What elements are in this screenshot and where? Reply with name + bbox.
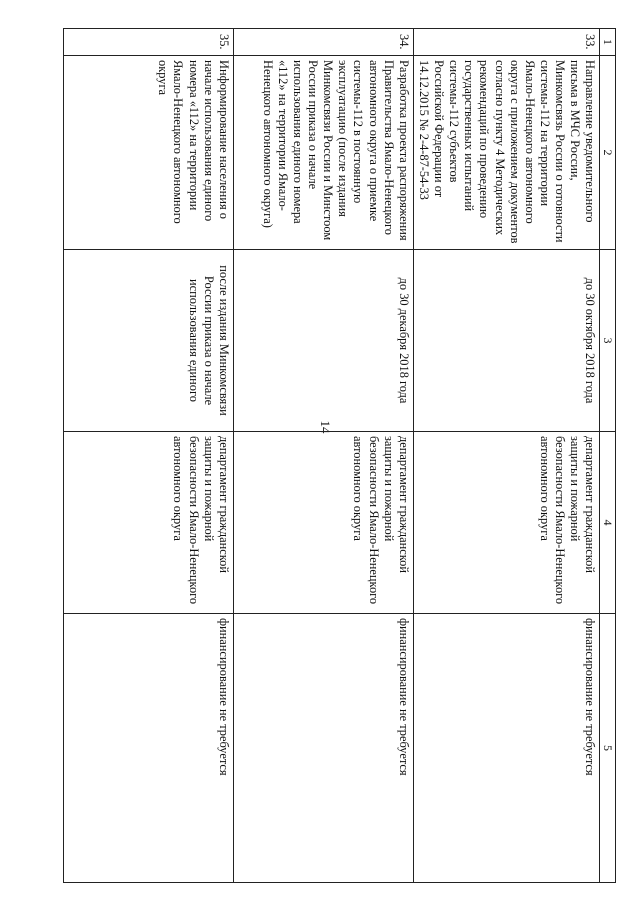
deadline-cell: до 30 декабря 2018 года — [233, 250, 413, 432]
funding-cell: финансирование не требуется — [233, 614, 413, 883]
header-cell: 3 — [600, 250, 616, 432]
action-cell: Информирование населения о начале использования единого номера «112» на территории Ямало-Ненецкого автономного округа — [63, 56, 233, 250]
row-number: 35. — [63, 29, 233, 56]
header-cell: 4 — [600, 432, 616, 614]
funding-cell: финансирование не требуется — [413, 614, 600, 883]
table-header-row — [600, 29, 616, 883]
deadline-cell: до 30 октября 2018 года — [413, 250, 600, 432]
action-cell: Разработка проекта распоряжения Правительства Ямало-Ненецкого автономного округа о приемке системы-112 в постоянную эксплуатацию (после издания Минкомсвязи России и Минстоом России приказа о начале использования единого номера «112» на территории Ямало-Ненецкого автономного округа) — [233, 56, 413, 250]
table-row — [63, 29, 233, 883]
action-cell: Направление уведомительного письма в МЧС России, Минкомсвязь России о готовности системы-112 на территории Ямало-Ненецкого автономного округа с приложением документов согласно пункту 4 Методических рекомендаций по проведению государственных испытаний системы-112 субъектов Российской Федерации от 14.12.2015 № 2-4-87-54-33 — [413, 56, 600, 250]
row-number: 34. — [233, 29, 413, 56]
header-cell: 5 — [600, 614, 616, 883]
table-row — [413, 29, 600, 883]
responsible-cell: департамент гражданской защиты и пожарной безопасности Ямало-Ненецкого автономного округа — [63, 432, 233, 614]
deadline-text: после издания Минкомсвязи России приказа о начале использования единого — [186, 265, 231, 416]
responsible-cell: департамент гражданской защиты и пожарной безопасности Ямало-Ненецкого автономного округа — [413, 432, 600, 614]
plan-table — [63, 28, 616, 883]
deadline-cell — [63, 250, 233, 432]
header-cell: 1 — [600, 29, 616, 56]
responsible-cell: департамент гражданской защиты и пожарной безопасности Ямало-Ненецкого автономного округа — [233, 432, 413, 614]
page-number: 14 — [318, 420, 333, 434]
row-number: 33. — [413, 29, 600, 56]
table-row — [233, 29, 413, 883]
rotated-table-wrapper — [76, 28, 616, 882]
funding-cell: финансирование не требуется — [63, 614, 233, 883]
header-cell: 2 — [600, 56, 616, 250]
